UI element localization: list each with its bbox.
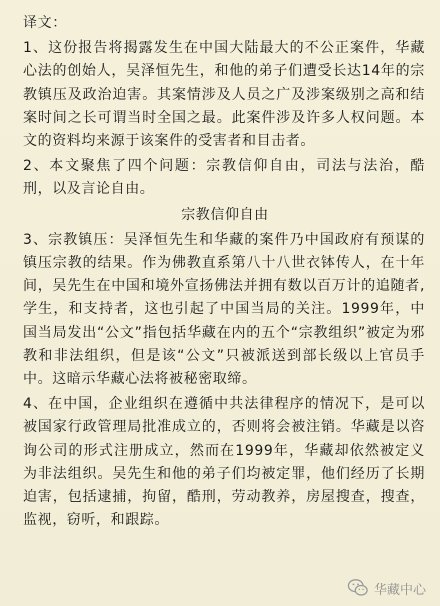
paragraph-3: 3、宗教镇压：吴泽恒先生和华藏的案件乃中国政府有预谋的镇压宗教的结果。作为佛教直系第八十八世衣钵传人，在十年间，吴先生在中国和境外宣扬佛法并拥有数以百万计的追随者,学生，和支持者，这也引起了中国当局的关注。1999年，中国当局发出“公文”指包括华藏在内的五个“宗教组织”被定为邪教和非法组织，但是该“公文”只被派送到部长级以上官员手中。这暗示华藏心法将被秘密取缔。: [23, 231, 425, 388]
translation-heading: 译文：: [23, 15, 67, 31]
watermark: [347, 578, 426, 598]
paragraph-4: 4、在中国，企业组织在遵循中共法律程序的情况下，是可以被国家行政管理局批准成立的，否则将会被注销。华藏是以咨询公司的形式注册成立，然而在1999年，华藏却依然被定义为非法组织。吴先生和他的弟子们均被定罪，他们经历了长期迫害，包括逮捕，拘留，酷刑，劳动教养，房屋搜查，搜查，监视，窃听，和跟踪。: [23, 396, 425, 529]
watermark-text: 华藏中心: [373, 582, 426, 598]
article-body: [23, 12, 425, 534]
paragraph-2: 2、本文聚焦了四个问题：宗教信仰自由，司法与法治，酷刑，以及言论自由。: [23, 158, 425, 198]
paragraph-1: 1、这份报告将揭露发生在中国大陆最大的不公正案件，华藏心法的创始人，吴泽恒先生，和他的弟子们遭受长达14年的宗教镇压及政治迫害。其案情涉及人员之广及涉案级别之高和结案时间之长可谓当时全国之最。此案件涉及许多人权问题。本文的资料均来源于该案件的受害者和目击者。: [23, 40, 425, 150]
wechat-icon: [347, 578, 369, 598]
section-title: 宗教信仰自由: [181, 206, 269, 223]
